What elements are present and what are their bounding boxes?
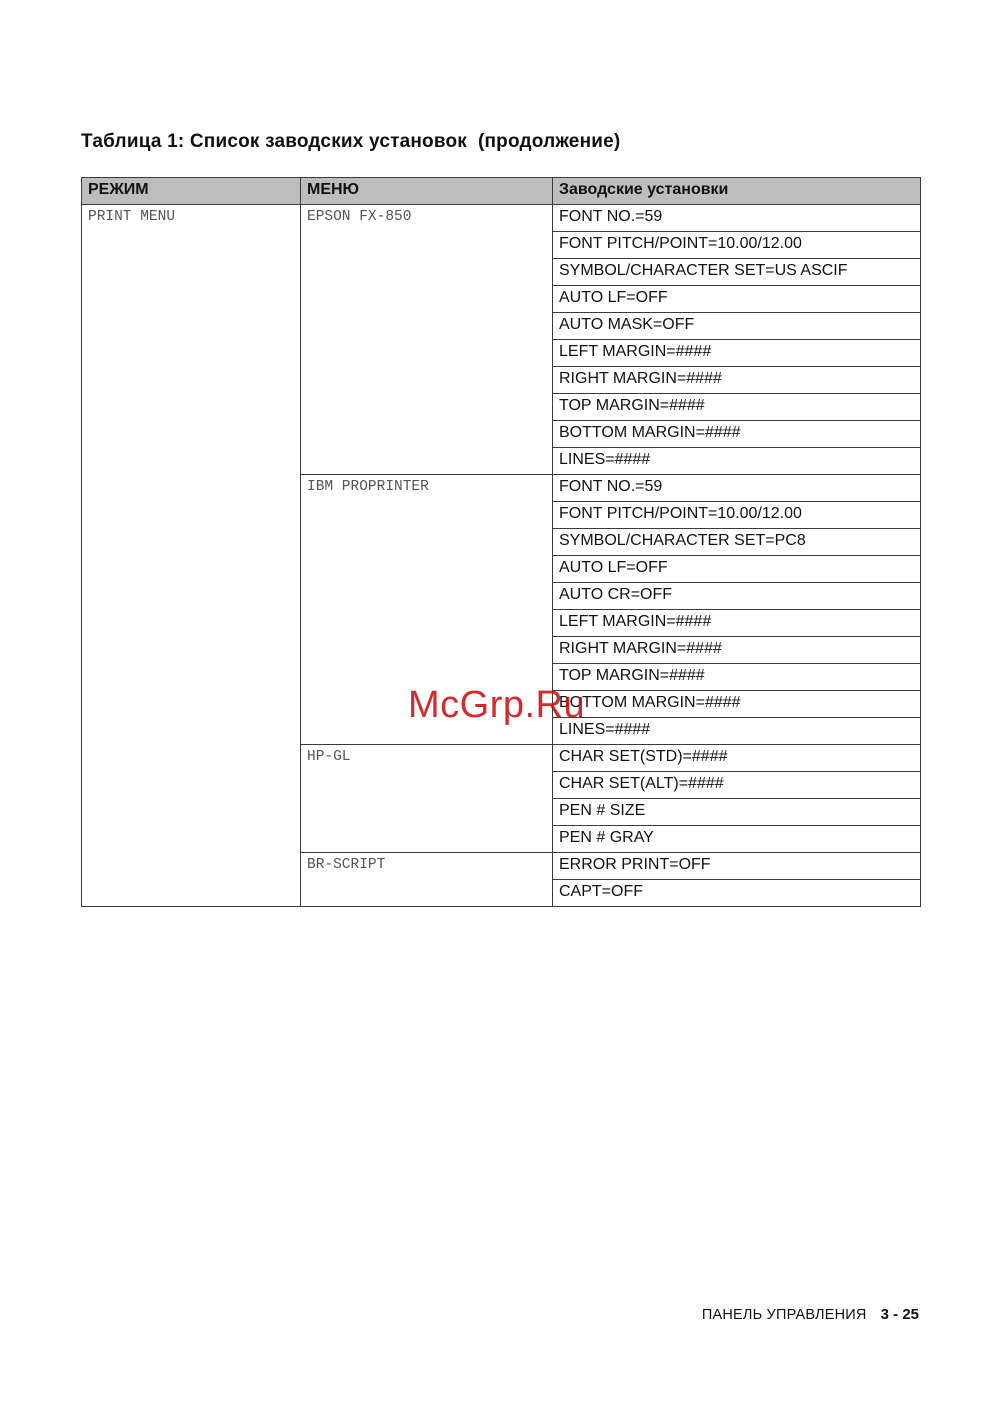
page-footer <box>702 1306 919 1323</box>
page-title: Таблица 1: Список заводских установок (продолжение) <box>81 131 621 152</box>
menu-cell: BR-SCRIPT <box>301 853 553 907</box>
setting-cell: AUTO LF=OFF <box>553 556 921 583</box>
menu-cell: EPSON FX-850 <box>301 205 553 475</box>
setting-cell: SYMBOL/CHARACTER SET=PC8 <box>553 529 921 556</box>
table-body <box>82 205 921 907</box>
setting-cell: LEFT MARGIN=#### <box>553 610 921 637</box>
table-header-row <box>82 178 921 205</box>
setting-cell: FONT NO.=59 <box>553 475 921 502</box>
table-row <box>82 205 921 232</box>
setting-cell: CHAR SET(ALT)=#### <box>553 772 921 799</box>
setting-cell: BOTTOM MARGIN=#### <box>553 421 921 448</box>
setting-cell: FONT NO.=59 <box>553 205 921 232</box>
setting-cell: ERROR PRINT=OFF <box>553 853 921 880</box>
mode-cell: PRINT MENU <box>82 205 301 907</box>
header-factory-settings: Заводские установки <box>553 178 921 205</box>
setting-cell: RIGHT MARGIN=#### <box>553 637 921 664</box>
menu-cell: HP-GL <box>301 745 553 853</box>
setting-cell: CAPT=OFF <box>553 880 921 907</box>
page-number: 3 - 25 <box>880 1306 919 1323</box>
setting-cell: AUTO MASK=OFF <box>553 313 921 340</box>
setting-cell: CHAR SET(STD)=#### <box>553 745 921 772</box>
header-menu: МЕНЮ <box>301 178 553 205</box>
setting-cell: FONT PITCH/POINT=10.00/12.00 <box>553 502 921 529</box>
setting-cell: PEN # SIZE <box>553 799 921 826</box>
setting-cell: BOTTOM MARGIN=#### <box>553 691 921 718</box>
setting-cell: RIGHT MARGIN=#### <box>553 367 921 394</box>
setting-cell: LINES=#### <box>553 718 921 745</box>
setting-cell: TOP MARGIN=#### <box>553 394 921 421</box>
footer-section-title: ПАНЕЛЬ УПРАВЛЕНИЯ <box>701 1307 867 1323</box>
setting-cell: PEN # GRAY <box>553 826 921 853</box>
setting-cell: FONT PITCH/POINT=10.00/12.00 <box>553 232 921 259</box>
setting-cell: TOP MARGIN=#### <box>553 664 921 691</box>
factory-settings-table <box>81 177 921 907</box>
header-mode: РЕЖИМ <box>82 178 301 205</box>
setting-cell: LEFT MARGIN=#### <box>553 340 921 367</box>
setting-cell: AUTO LF=OFF <box>553 286 921 313</box>
setting-cell: SYMBOL/CHARACTER SET=US ASCIF <box>553 259 921 286</box>
setting-cell: AUTO CR=OFF <box>553 583 921 610</box>
setting-cell: LINES=#### <box>553 448 921 475</box>
menu-cell: IBM PROPRINTER <box>301 475 553 745</box>
watermark: McGrp.Ru <box>408 684 586 726</box>
